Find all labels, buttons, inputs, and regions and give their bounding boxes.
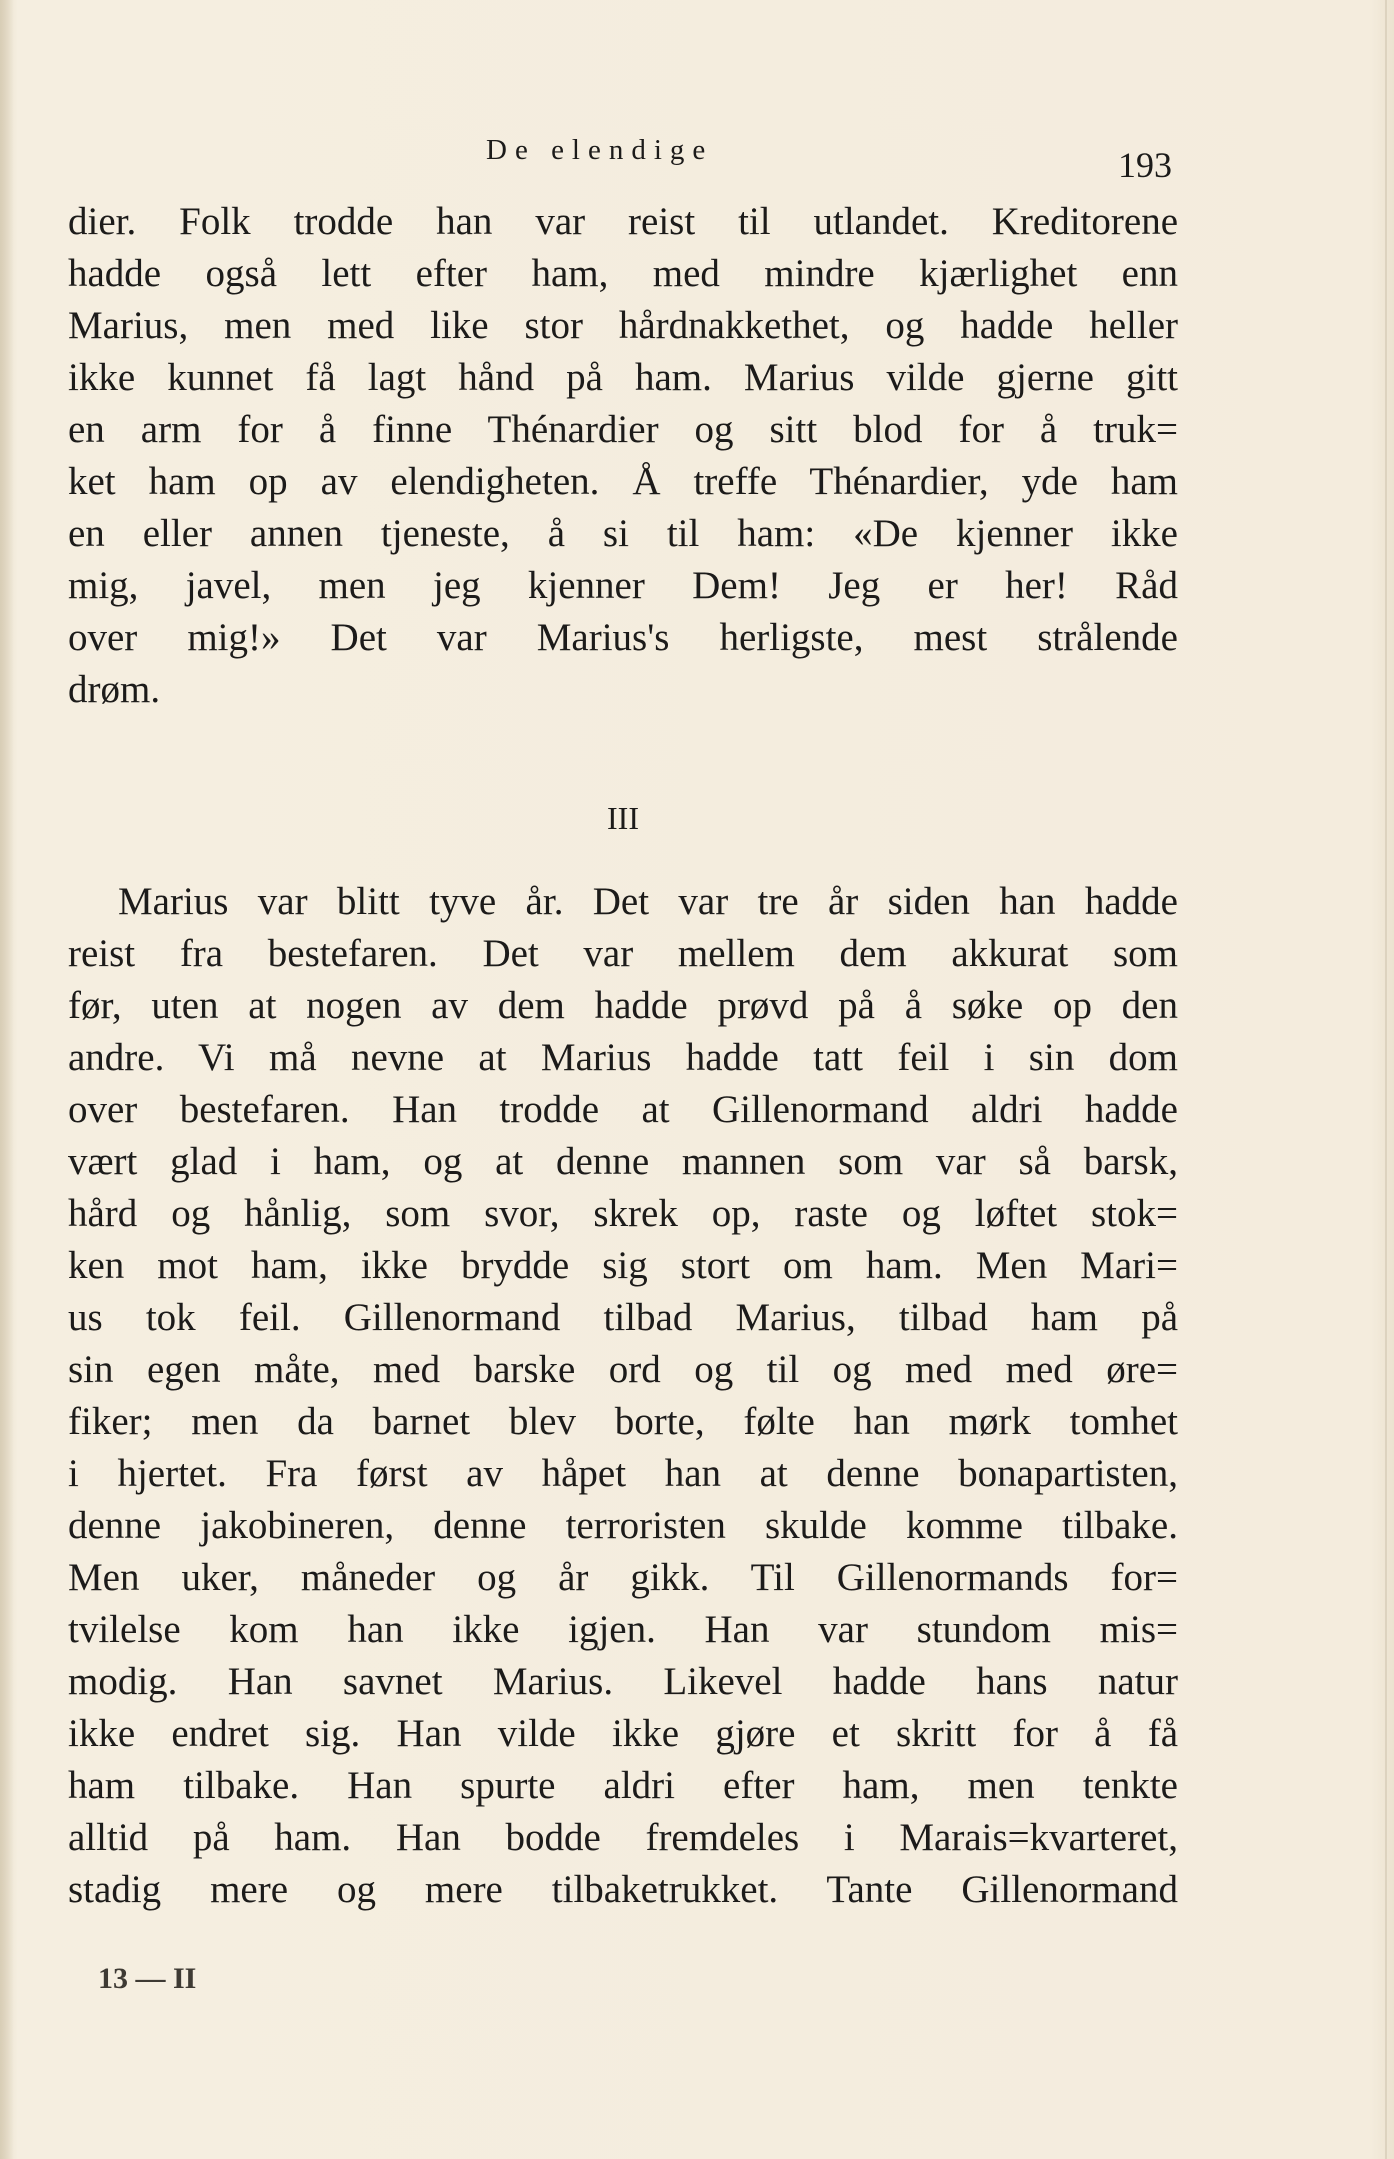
page-gutter-shadow bbox=[0, 0, 14, 2159]
running-title: De elendige bbox=[486, 134, 714, 166]
text-line: over mig!» Det var Marius's herligste, mest strålende bbox=[68, 616, 1178, 659]
text-line: en arm for å finne Thénardier og sitt blod for å truk= bbox=[68, 408, 1178, 451]
page-edge bbox=[1385, 0, 1387, 2159]
text-line: ham tilbake. Han spurte aldri efter ham, men tenkte bbox=[68, 1764, 1178, 1807]
text-line: fiker; men da barnet blev borte, følte han mørk tomhet bbox=[68, 1400, 1178, 1443]
text-line: tvilelse kom han ikke igjen. Han var stundom mis= bbox=[68, 1608, 1178, 1651]
text-line: ikke endret sig. Han vilde ikke gjøre et skritt for å få bbox=[68, 1712, 1178, 1755]
text-line: ket ham op av elendigheten. Å treffe Thénardier, yde ham bbox=[68, 460, 1178, 503]
text-line: Men uker, måneder og år gikk. Til Gillenormands for= bbox=[68, 1556, 1178, 1599]
text-line: en eller annen tjeneste, å si til ham: «De kjenner ikke bbox=[68, 512, 1178, 555]
text-line: us tok feil. Gillenormand tilbad Marius, tilbad ham på bbox=[68, 1296, 1178, 1339]
text-line: andre. Vi må nevne at Marius hadde tatt feil i sin dom bbox=[68, 1036, 1178, 1079]
text-line: stadig mere og mere tilbaketrukket. Tante Gillenormand bbox=[68, 1868, 1178, 1911]
body-text bbox=[68, 196, 1178, 1916]
text-line: vært glad i ham, og at denne mannen som var så barsk, bbox=[68, 1140, 1178, 1183]
text-line: ikke kunnet få lagt hånd på ham. Marius vilde gjerne gitt bbox=[68, 356, 1178, 399]
text-line: drøm. bbox=[68, 668, 161, 711]
text-line: modig. Han savnet Marius. Likevel hadde hans natur bbox=[68, 1660, 1178, 1703]
text-line: Marius var blitt tyve år. Det var tre år siden han hadde bbox=[118, 880, 1178, 923]
text-line: ken mot ham, ikke brydde sig stort om ham. Men Mari= bbox=[68, 1244, 1178, 1287]
text-line: alltid på ham. Han bodde fremdeles i Marais=kvarteret, bbox=[68, 1816, 1178, 1859]
page-number: 193 bbox=[1118, 145, 1172, 185]
text-line: før, uten at nogen av dem hadde prøvd på å søke op den bbox=[68, 984, 1178, 1027]
section-heading: III bbox=[607, 800, 639, 836]
text-line: Marius, men med like stor hårdnakkethet, og hadde heller bbox=[68, 304, 1178, 347]
text-line: hård og hånlig, som svor, skrek op, raste og løftet stok= bbox=[68, 1192, 1178, 1235]
running-head bbox=[0, 132, 1394, 185]
text-line: over bestefaren. Han trodde at Gillenormand aldri hadde bbox=[68, 1088, 1178, 1131]
text-line: hadde også lett efter ham, med mindre kjærlighet enn bbox=[68, 252, 1178, 295]
signature-mark: 13 — II bbox=[98, 1962, 197, 1995]
text-line: i hjertet. Fra først av håpet han at denne bonapartisten, bbox=[68, 1452, 1178, 1495]
text-line: sin egen måte, med barske ord og til og med med øre= bbox=[68, 1348, 1178, 1391]
text-line: dier. Folk trodde han var reist til utlandet. Kreditorene bbox=[68, 200, 1178, 243]
text-line: mig, javel, men jeg kjenner Dem! Jeg er her! Råd bbox=[68, 564, 1178, 607]
text-line: reist fra bestefaren. Det var mellem dem akkurat som bbox=[68, 932, 1178, 975]
text-line: denne jakobineren, denne terroristen skulde komme tilbake. bbox=[68, 1504, 1178, 1547]
